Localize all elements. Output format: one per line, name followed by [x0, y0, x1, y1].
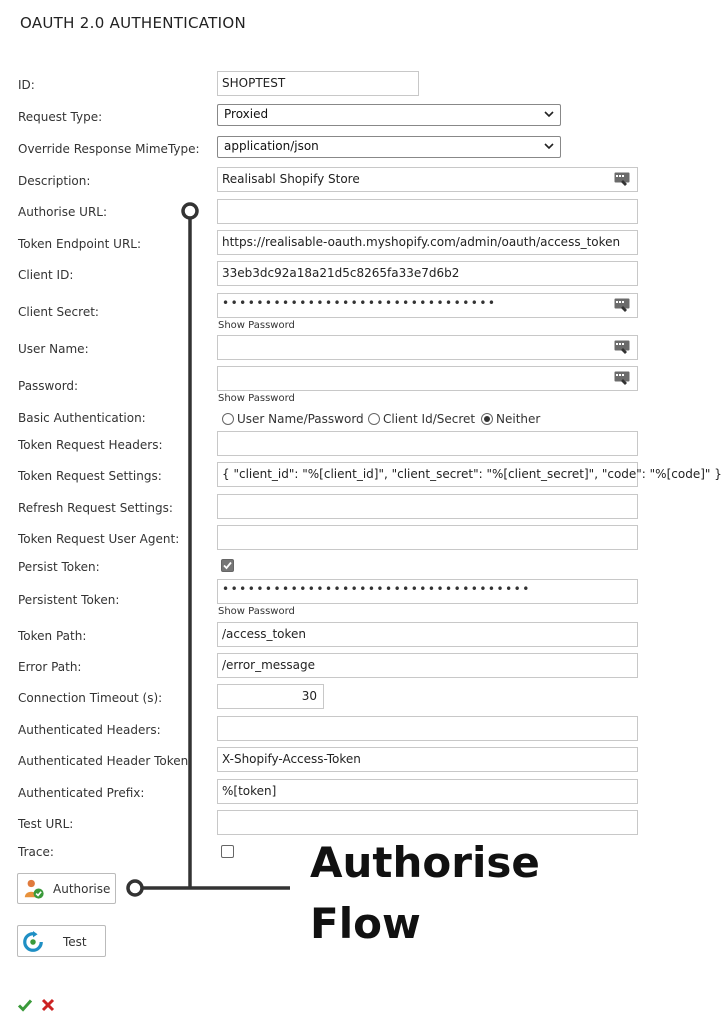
radio-label: Neither: [496, 412, 541, 426]
request-type-select[interactable]: [217, 104, 561, 126]
authenticated-prefix-input[interactable]: %[token]: [217, 779, 638, 804]
edit-text-icon[interactable]: [614, 371, 630, 386]
authenticated-header-token-label: Authenticated Header Token:: [18, 754, 193, 768]
error-path-input[interactable]: /error_message: [217, 653, 638, 678]
request-type-label: Request Type:: [18, 110, 103, 124]
persistent-token-input[interactable]: ••••••••••••••••••••••••••••••••••••: [217, 579, 638, 604]
token-path-input[interactable]: /access_token: [217, 622, 638, 647]
client-secret-input[interactable]: [217, 293, 638, 318]
authorise-button-label: Authorise: [53, 882, 111, 896]
connection-timeout-input[interactable]: 30: [217, 684, 324, 709]
radio-neither[interactable]: [481, 412, 540, 426]
authenticated-header-token-input[interactable]: X-Shopify-Access-Token: [217, 747, 638, 772]
authorise-url-input[interactable]: [217, 199, 638, 224]
refresh-request-settings-input[interactable]: [217, 494, 638, 519]
client-secret-label: Client Secret:: [18, 305, 99, 319]
annotation-line2: Flow: [310, 899, 421, 948]
token-request-user-agent-input[interactable]: [217, 525, 638, 550]
client-secret-value: ••••••••••••••••••••••••••••••••: [222, 296, 497, 310]
error-path-label: Error Path:: [18, 660, 82, 674]
token-endpoint-label: Token Endpoint URL:: [18, 237, 142, 251]
token-request-headers-label: Token Request Headers:: [18, 438, 163, 452]
token-request-settings-label: Token Request Settings:: [18, 469, 162, 483]
radio-client-id-secret[interactable]: [368, 412, 475, 426]
authorise-url-label: Authorise URL:: [18, 205, 108, 219]
edit-text-icon[interactable]: [614, 298, 630, 313]
refresh-icon: [22, 931, 44, 953]
persist-token-label: Persist Token:: [18, 560, 100, 574]
authorise-button[interactable]: [17, 873, 116, 904]
test-button[interactable]: [17, 925, 106, 957]
trace-label: Trace:: [18, 845, 54, 859]
id-label: ID:: [18, 78, 35, 92]
password-input[interactable]: [217, 366, 638, 391]
trace-checkbox[interactable]: [221, 845, 234, 858]
radio-label: User Name/Password: [237, 412, 364, 426]
show-password-link[interactable]: Show Password: [218, 606, 295, 617]
annotation-line1: Authorise: [310, 838, 540, 887]
authenticated-headers-label: Authenticated Headers:: [18, 723, 161, 737]
authenticated-headers-input[interactable]: [217, 716, 638, 741]
edit-text-icon[interactable]: [614, 172, 630, 187]
edit-text-icon[interactable]: [614, 340, 630, 355]
refresh-request-settings-label: Refresh Request Settings:: [18, 501, 173, 515]
radio-circle-selected[interactable]: [481, 413, 493, 425]
test-button-label: Test: [63, 935, 87, 949]
mime-value: application/json: [224, 139, 319, 153]
persist-token-checkbox[interactable]: [221, 559, 234, 572]
radio-circle[interactable]: [222, 413, 234, 425]
show-password-link[interactable]: Show Password: [218, 320, 295, 331]
mime-label: Override Response MimeType:: [18, 142, 200, 156]
chevron-down-icon: [543, 108, 555, 120]
radio-label: Client Id/Secret: [383, 412, 476, 426]
persistent-token-label: Persistent Token:: [18, 593, 120, 607]
client-id-input[interactable]: 33eb3dc92a18a21d5c8265fa33e7d6b2: [217, 261, 638, 286]
test-url-label: Test URL:: [18, 817, 74, 831]
request-type-value: Proxied: [224, 107, 269, 121]
token-request-user-agent-label: Token Request User Agent:: [18, 532, 180, 546]
checkmark-icon: [222, 560, 233, 571]
description-input[interactable]: [217, 167, 638, 192]
token-path-label: Token Path:: [18, 629, 87, 643]
token-request-headers-input[interactable]: [217, 431, 638, 456]
connection-timeout-label: Connection Timeout (s):: [18, 691, 163, 705]
description-label: Description:: [18, 174, 91, 188]
client-id-label: Client ID:: [18, 268, 74, 282]
basic-auth-label: Basic Authentication:: [18, 411, 146, 425]
page-title: OAUTH 2.0 AUTHENTICATION: [20, 14, 246, 32]
radio-user-name-password[interactable]: [222, 412, 364, 426]
token-request-settings-input[interactable]: { "client_id": "%[client_id]", "client_secret": "%[client_secret]", "code": "%[code]" }: [217, 462, 638, 487]
user-name-label: User Name:: [18, 342, 89, 356]
cancel-x-icon[interactable]: [40, 997, 56, 1013]
user-name-input[interactable]: [217, 335, 638, 360]
mime-select[interactable]: [217, 136, 561, 158]
chevron-down-icon: [543, 140, 555, 152]
show-password-link[interactable]: Show Password: [218, 393, 295, 404]
id-input[interactable]: SHOPTEST: [217, 71, 419, 96]
radio-circle[interactable]: [368, 413, 380, 425]
user-authorise-icon: [23, 878, 45, 900]
token-endpoint-input[interactable]: https://realisable-oauth.myshopify.com/admin/oauth/access_token: [217, 230, 638, 255]
authenticated-prefix-label: Authenticated Prefix:: [18, 786, 145, 800]
password-label: Password:: [18, 379, 79, 393]
description-value: Realisabl Shopify Store: [222, 172, 360, 186]
confirm-check-icon[interactable]: [17, 997, 33, 1013]
test-url-input[interactable]: [217, 810, 638, 835]
